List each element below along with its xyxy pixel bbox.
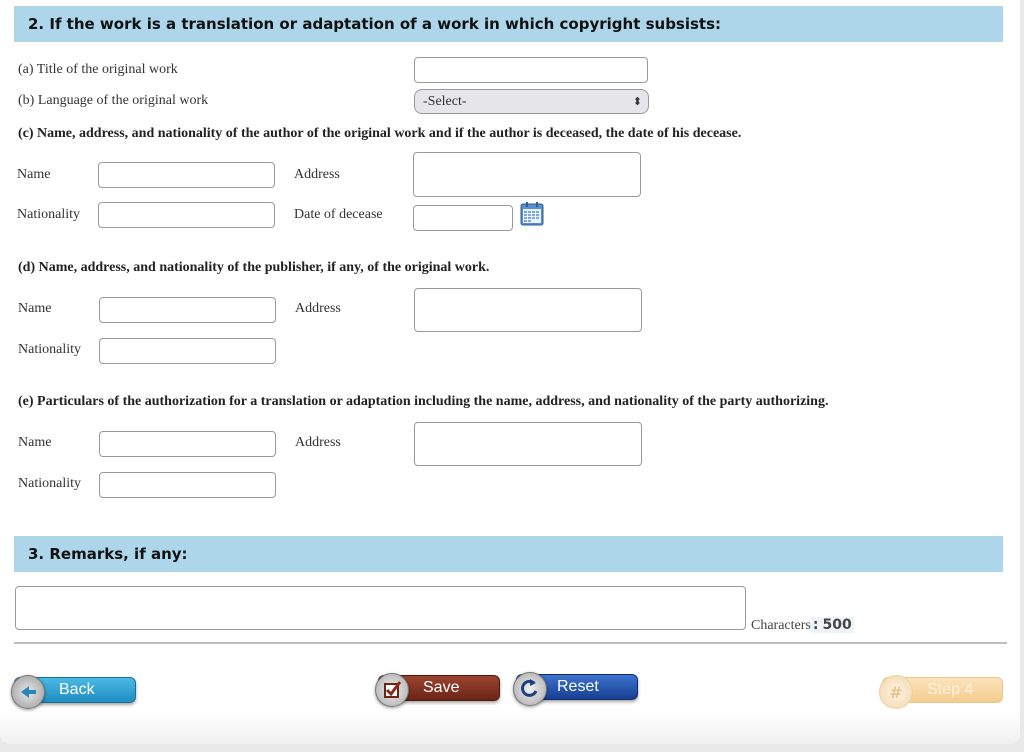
authorizer-address-label: Address — [295, 435, 341, 450]
reset-button[interactable] — [516, 674, 638, 700]
publisher-address-input[interactable] — [414, 288, 642, 332]
step4-label: Step 4 — [927, 681, 974, 698]
authorization-heading: (e) Particulars of the authorization for a translation or adaptation including the name, address, and nationality of the party authorizing. — [18, 394, 829, 409]
language-select-value: -Select- — [423, 94, 467, 109]
publisher-heading: (d) Name, address, and nationality of the publisher, if any, of the original work. — [18, 260, 490, 275]
author-heading: (c) Name, address, and nationality of the author of the original work and if the author is deceased, the date of his decease. — [18, 126, 742, 141]
authorizer-address-input[interactable] — [414, 422, 642, 466]
authorizer-name-label: Name — [18, 435, 52, 450]
title-original-input[interactable] — [414, 57, 648, 83]
step4-button[interactable] — [882, 677, 1003, 703]
remarks-input[interactable] — [15, 586, 746, 630]
author-address-label: Address — [294, 167, 340, 182]
date-decease-label: Date of decease — [294, 207, 383, 222]
calendar-icon[interactable] — [520, 202, 544, 226]
date-decease-input[interactable] — [413, 205, 513, 231]
publisher-name-input[interactable] — [99, 297, 276, 323]
back-label: Back — [59, 681, 95, 698]
title-original-label: (a) Title of the original work — [18, 62, 178, 77]
language-select[interactable] — [414, 89, 649, 114]
author-name-input[interactable] — [98, 162, 275, 188]
divider — [14, 642, 1007, 644]
authorizer-nationality-input[interactable] — [99, 472, 276, 498]
publisher-name-label: Name — [18, 301, 52, 316]
characters-label: Characters — [751, 618, 811, 633]
section-2-header: 2. If the work is a translation or adaptation of a work in which copyright subsists: — [14, 6, 1003, 42]
publisher-address-label: Address — [295, 301, 341, 316]
bottom-fade — [0, 712, 1020, 744]
checkbox-check-icon — [375, 673, 409, 707]
characters-counter — [751, 617, 854, 634]
authorizer-name-input[interactable] — [99, 431, 276, 457]
characters-separator: : — [812, 617, 819, 633]
author-address-input[interactable] — [413, 152, 641, 197]
characters-count: 500 — [822, 617, 852, 633]
author-name-label: Name — [17, 167, 51, 182]
language-original-label: (b) Language of the original work — [18, 93, 209, 108]
save-button[interactable] — [378, 675, 500, 701]
reset-label: Reset — [557, 678, 599, 695]
authorizer-nationality-label: Nationality — [18, 476, 81, 491]
reset-arrow-icon — [513, 672, 547, 706]
svg-text:#: # — [889, 683, 903, 702]
publisher-nationality-label: Nationality — [18, 342, 81, 357]
back-button[interactable] — [14, 677, 136, 703]
author-nationality-label: Nationality — [17, 207, 80, 222]
back-arrow-icon — [11, 675, 45, 709]
publisher-nationality-input[interactable] — [99, 338, 276, 364]
step-number-icon — [879, 675, 913, 709]
author-nationality-input[interactable] — [98, 202, 275, 228]
section-3-header: 3. Remarks, if any: — [14, 536, 1003, 572]
save-label: Save — [423, 679, 460, 696]
chevron-updown-icon: ⬍ — [632, 95, 642, 108]
